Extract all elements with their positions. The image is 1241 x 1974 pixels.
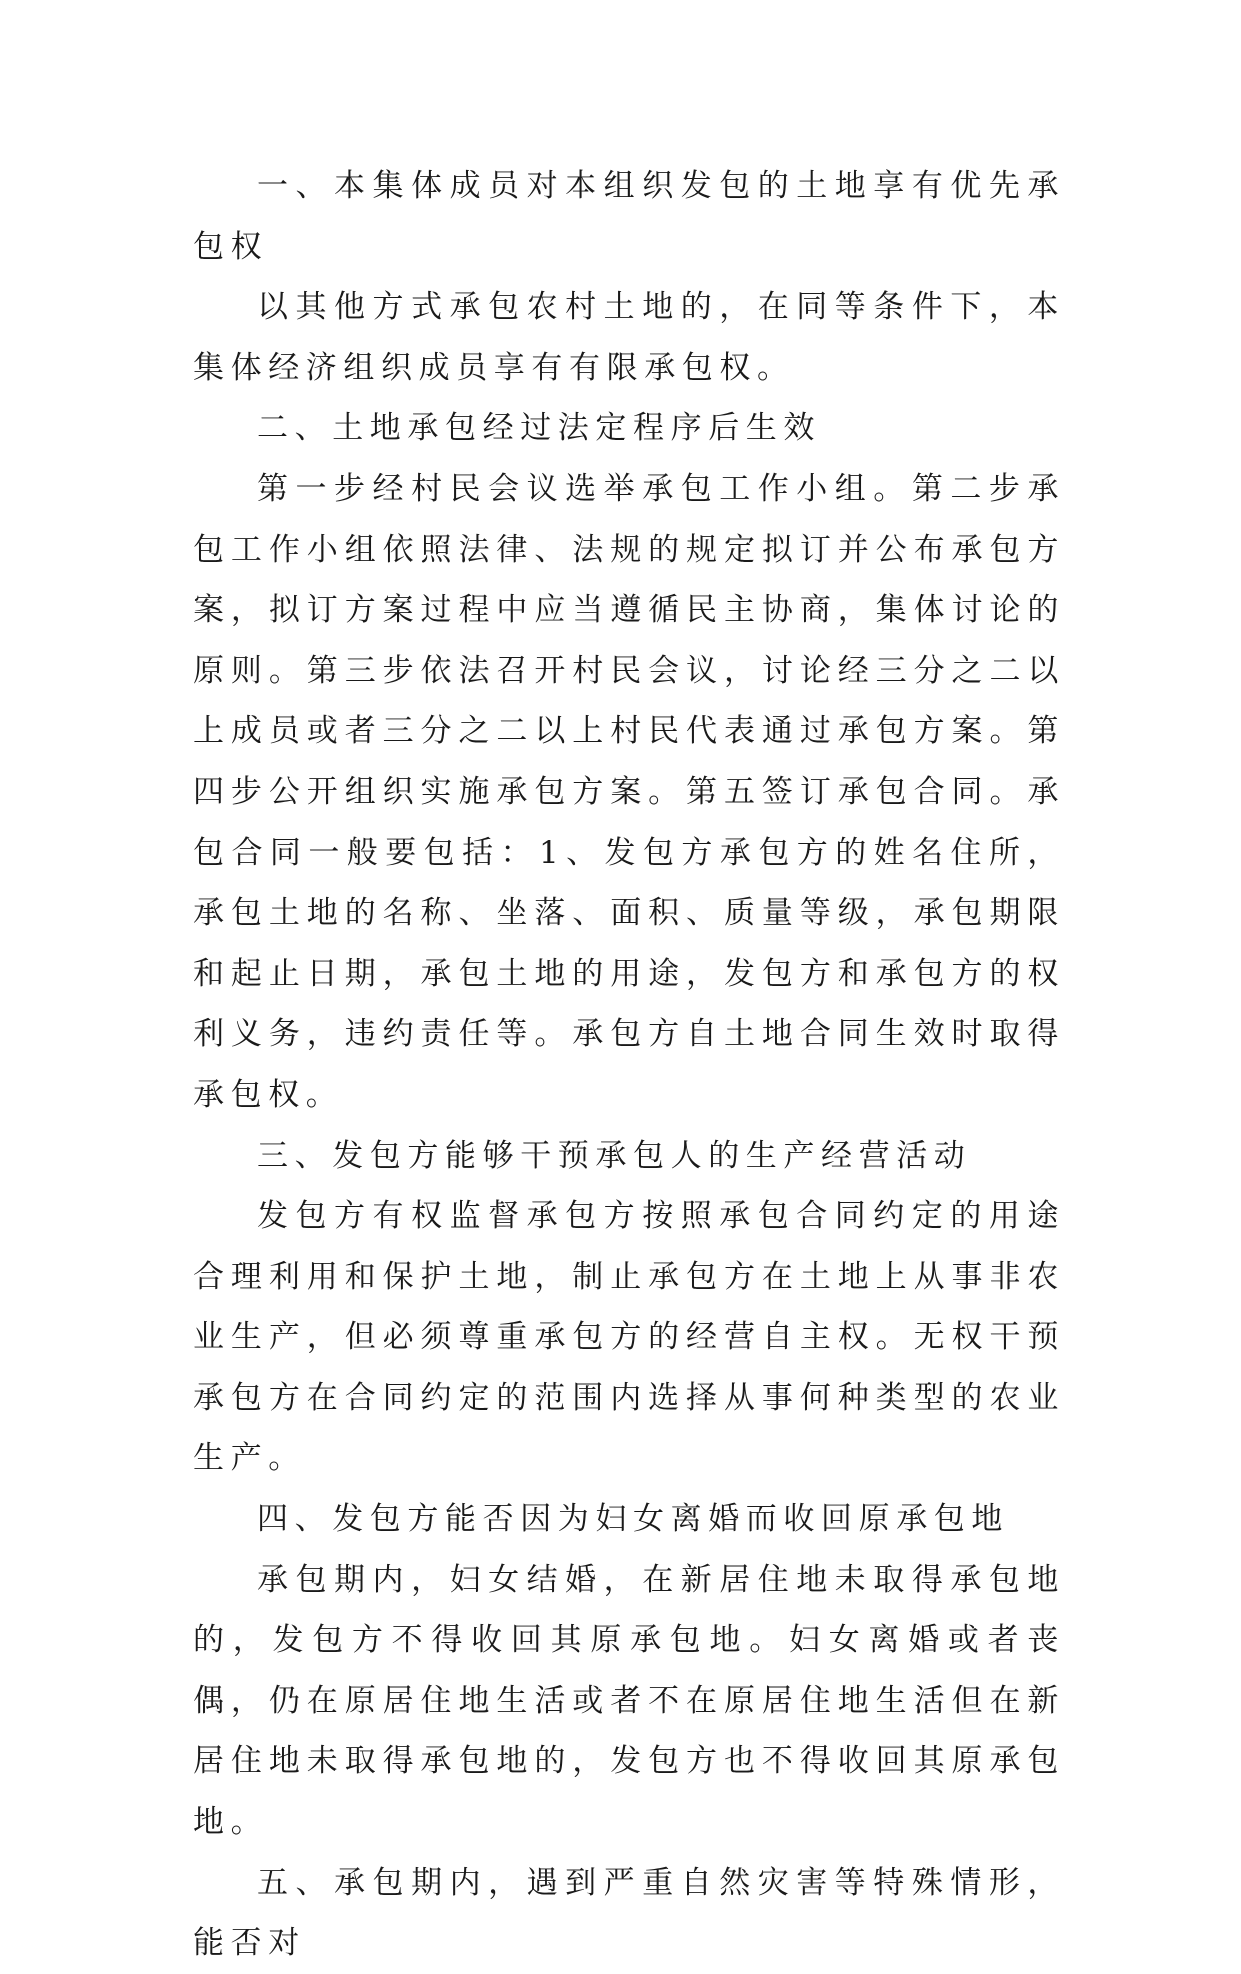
section-heading-2: 二、土地承包经过法定程序后生效 [257, 410, 821, 447]
document-body [193, 156, 1065, 1974]
section-heading-5: 五、承包期内，遇到严重自然灾害等特殊情形，能否对 [193, 1864, 1065, 1962]
body-paragraph: 第一步经村民会议选举承包工作小组。第二步承包工作小组依照法律、法规的规定拟订并公布承包方案，拟订方案过程中应当遵循民主协商，集体讨论的原则。第三步依法召开村民会议，讨论经三分之二以上成员或者三分之二以上村民代表通过承包方案。第四步公开组织实施承包方案。第五签订承包合同。承包合同一般要包括：1、发包方承包方的姓名住所，承包土地的名称、坐落、面积、质量等级，承包期限和起止日期，承包土地的用途，发包方和承包方的权利义务，违约责任等。承包方自土地合同生效时取得承包权。 [193, 470, 1065, 1113]
body-paragraph: 承包期内，妇女结婚，在新居住地未取得承包地的，发包方不得收回其原承包地。妇女离婚或者丧偶，仍在原居住地生活或者不在原居住地生活但在新居住地未取得承包地的，发包方也不得收回其原承包地。 [193, 1561, 1065, 1841]
body-paragraph: 以其他方式承包农村土地的，在同等条件下，本集体经济组织成员享有有限承包权。 [193, 289, 1065, 386]
section-heading-1: 一、本集体成员对本组织发包的土地享有优先承包权 [193, 168, 1065, 265]
section-heading-4: 四、发包方能否因为妇女离婚而收回原承包地 [257, 1501, 1009, 1538]
section-heading-3: 三、发包方能够干预承包人的生产经营活动 [257, 1137, 972, 1174]
body-paragraph: 发包方有权监督承包方按照承包合同约定的用途合理利用和保护土地，制止承包方在土地上从事非农业生产，但必须尊重承包方的经营自主权。无权干预承包方在合同约定的范围内选择从事何种类型的农业生产。 [193, 1198, 1065, 1477]
